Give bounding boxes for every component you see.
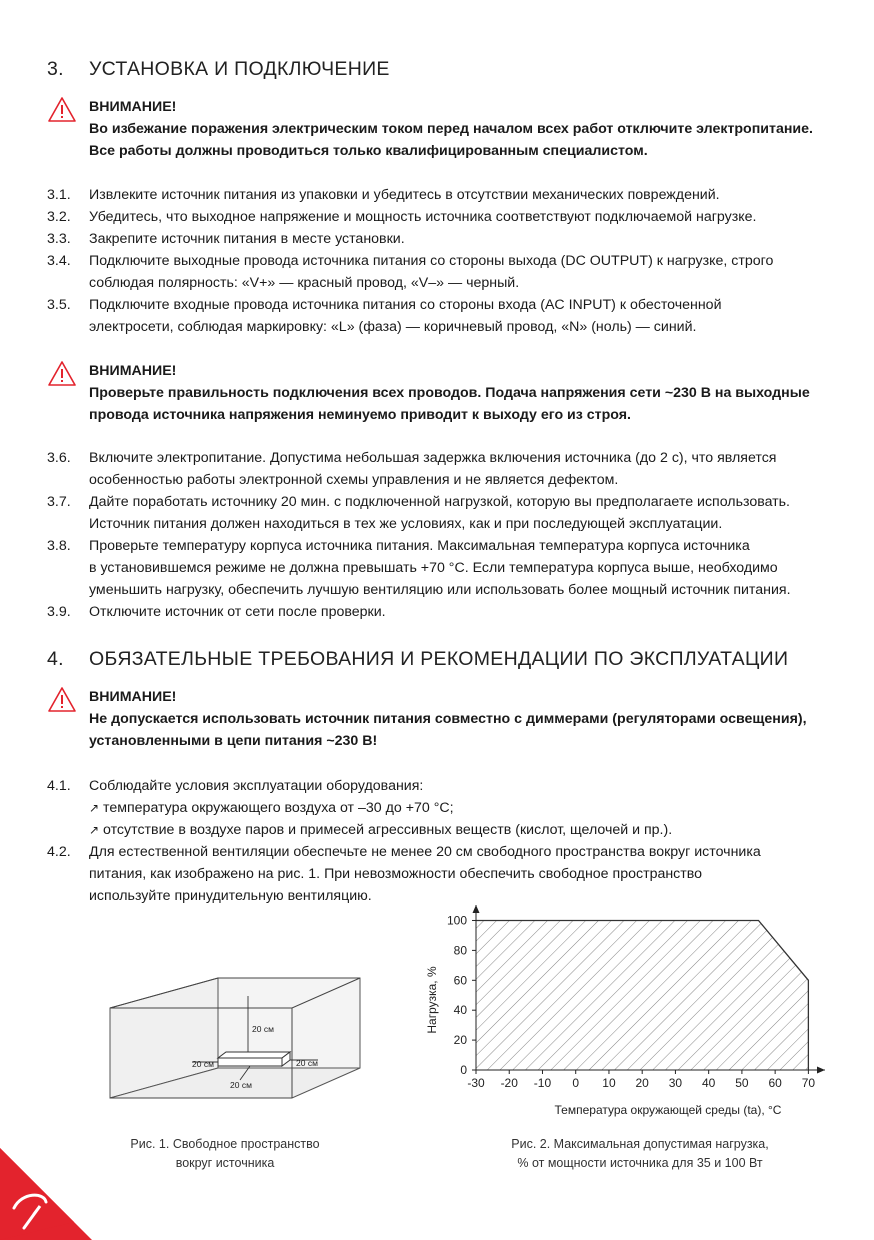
step-text: питания, как изображено на рис. 1. При невозможности обеспечить свободное пространство xyxy=(89,866,703,882)
section-number: 4. xyxy=(47,648,64,670)
caption-line: Рис. 1. Свободное пространство xyxy=(130,1137,320,1151)
chart-x-arrow xyxy=(817,1067,825,1074)
section-heading-3 xyxy=(47,58,390,81)
chart-x-tick-label: 70 xyxy=(801,1076,816,1090)
chart-y-tick-label: 60 xyxy=(453,973,467,988)
warning-triangle-icon xyxy=(47,96,77,124)
warning-triangle-icon xyxy=(47,686,77,714)
label-bottom: 20 см xyxy=(230,1080,252,1090)
step-text: Закрепите источник питания в месте установки. xyxy=(89,231,405,247)
warning-triangle-icon xyxy=(47,360,77,388)
brand-logo-icon xyxy=(0,1148,92,1240)
step-text: используйте принудительную вентиляцию. xyxy=(89,888,372,904)
chart-x-tick-label: -10 xyxy=(533,1076,552,1090)
bullet-text: отсутствие в воздухе паров и примесей агрессивных веществ (кислот, щелочей и пр.). xyxy=(103,822,673,838)
step-number: 3.8. xyxy=(47,538,71,554)
section-title: УСТАНОВКА И ПОДКЛЮЧЕНИЕ xyxy=(89,58,390,80)
caption-line: вокруг источника xyxy=(175,1156,275,1170)
chart-y-tick-label: 100 xyxy=(446,913,467,928)
bullet-item xyxy=(89,797,454,819)
arrow-bullet-icon: ↗ xyxy=(89,801,100,815)
chart-plot-area xyxy=(476,920,808,1070)
step-text: Соблюдайте условия эксплуатации оборудования: xyxy=(89,778,424,794)
warning-line: Во избежание поражения электрическим током перед началом всех работ отключите электропитание. xyxy=(89,121,813,137)
chart-y-ticks xyxy=(447,913,476,1077)
label-left: 20 см xyxy=(192,1059,214,1069)
figure-2-caption xyxy=(480,1135,800,1173)
warning-text xyxy=(89,118,849,162)
step-text: особенностью работы электронной схемы управления и не является дефектом. xyxy=(89,472,619,488)
chart-x-tick-label: -20 xyxy=(500,1076,518,1090)
step-number: 3.6. xyxy=(47,450,71,466)
chart-y-tick-label: 40 xyxy=(453,1003,467,1018)
chart-x-tick-label: 40 xyxy=(701,1076,716,1090)
chart-x-tick-label: 60 xyxy=(768,1076,782,1090)
step-text: соблюдая полярность: «V+» — красный провод, «V–» — черный. xyxy=(89,275,520,291)
chart-x-tick-label: 30 xyxy=(668,1076,683,1090)
warning-text xyxy=(89,708,849,752)
bullet-text: температура окружающего воздуха от –30 до +70 °C; xyxy=(103,800,454,816)
power-supply-unit xyxy=(218,1052,290,1066)
step-text: Для естественной вентиляции обеспечьте не менее 20 см свободного пространства вокруг источника xyxy=(89,844,761,860)
chart-y-tick-label: 20 xyxy=(453,1033,467,1048)
section-heading-4 xyxy=(47,648,788,671)
step-number: 3.9. xyxy=(47,604,71,620)
chart-y-tick-label: 80 xyxy=(453,943,467,958)
chart-y-axis-label: Нагрузка, % xyxy=(425,966,439,1034)
warning-title: ВНИМАНИЕ! xyxy=(89,363,177,379)
chart-y-tick-label: 0 xyxy=(460,1063,467,1077)
step-text: Подключите выходные провода источника питания со стороны выхода (DC OUTPUT) к нагрузке, строго xyxy=(89,253,774,269)
bullet-item xyxy=(89,819,672,841)
step-text: Извлеките источник питания из упаковки и убедитесь в отсутствии механических повреждений. xyxy=(89,187,720,203)
chart-x-tick-label: 50 xyxy=(735,1076,749,1090)
step-number: 3.7. xyxy=(47,494,71,510)
figure-1-diagram xyxy=(100,970,370,1110)
step-number: 3.1. xyxy=(47,187,71,203)
step-number: 3.2. xyxy=(47,209,71,225)
section-title: ОБЯЗАТЕЛЬНЫЕ ТРЕБОВАНИЯ И РЕКОМЕНДАЦИИ ПО ЭКСПЛУАТАЦИИ xyxy=(89,648,789,670)
warning-block-2 xyxy=(47,360,847,426)
step-number: 3.5. xyxy=(47,297,71,313)
step-text: электросети, соблюдая маркировку: «L» (фаза) — коричневый провод, «N» (ноль) — синий. xyxy=(89,319,697,335)
step-number: 3.3. xyxy=(47,231,71,247)
warning-line: Не допускается использовать источник питания совместно с диммерами (регуляторами освещения), xyxy=(89,711,807,727)
step-text: Проверьте температуру корпуса источника питания. Максимальная температура корпуса источника xyxy=(89,538,750,554)
step-number: 3.4. xyxy=(47,253,71,269)
step-text: уменьшить нагрузку, обеспечить лучшую вентиляцию или использовать более мощный источник питания. xyxy=(89,582,791,598)
warning-block-3 xyxy=(47,686,847,752)
step-number: 4.2. xyxy=(47,844,71,860)
warning-title: ВНИМАНИЕ! xyxy=(89,99,177,115)
chart-x-tick-label: -30 xyxy=(467,1076,485,1090)
step-text: Дайте поработать источнику 20 мин. с подключенной нагрузкой, которую вы предполагаете использовать. xyxy=(89,494,790,510)
warning-line: установленными в цепи питания ~230 В! xyxy=(89,733,378,749)
warning-text xyxy=(89,382,849,426)
chart-area-fill xyxy=(476,920,808,1070)
step-text: в установившемся режиме не должна превышать +70 °C. Если температура корпуса выше, необходимо xyxy=(89,560,778,576)
label-right: 20 см xyxy=(296,1058,318,1068)
figure-2-chart xyxy=(415,900,835,1125)
arrow-bullet-icon: ↗ xyxy=(89,823,100,837)
step-text: Включите электропитание. Допустима небольшая задержка включения источника (до 2 с), что является xyxy=(89,450,777,466)
label-top: 20 см xyxy=(252,1024,274,1034)
figure-1-caption xyxy=(100,1135,350,1173)
caption-line: % от мощности источника для 35 и 100 Вт xyxy=(517,1156,763,1170)
chart-x-ticks xyxy=(467,1070,815,1090)
chart-x-tick-label: 0 xyxy=(572,1076,580,1090)
chart-x-tick-label: 20 xyxy=(635,1076,649,1090)
step-text: Отключите источник от сети после проверки. xyxy=(89,604,386,620)
step-text: Убедитесь, что выходное напряжение и мощность источника соответствуют подключаемой нагрузке. xyxy=(89,209,757,225)
step-text: Источник питания должен находиться в тех же условиях, как и при последующей эксплуатации. xyxy=(89,516,723,532)
warning-line: провода источника напряжения неминуемо приводит к выходу его из строя. xyxy=(89,407,631,423)
step-number: 4.1. xyxy=(47,778,71,794)
warning-line: Все работы должны проводиться только квалифицированным специалистом. xyxy=(89,143,648,159)
chart-y-arrow xyxy=(473,905,480,913)
warning-block-1 xyxy=(47,96,847,162)
chart-x-axis-label: Температура окружающей среды (ta), °C xyxy=(554,1103,782,1117)
warning-line: Проверьте правильность подключения всех проводов. Подача напряжения сети ~230 В на выходные xyxy=(89,385,810,401)
section-number: 3. xyxy=(47,58,64,80)
caption-line: Рис. 2. Максимальная допустимая нагрузка, xyxy=(511,1137,769,1151)
chart-x-tick-label: 10 xyxy=(602,1076,616,1090)
step-text: Подключите входные провода источника питания со стороны входа (AC INPUT) к обесточенной xyxy=(89,297,722,313)
warning-title: ВНИМАНИЕ! xyxy=(89,689,177,705)
